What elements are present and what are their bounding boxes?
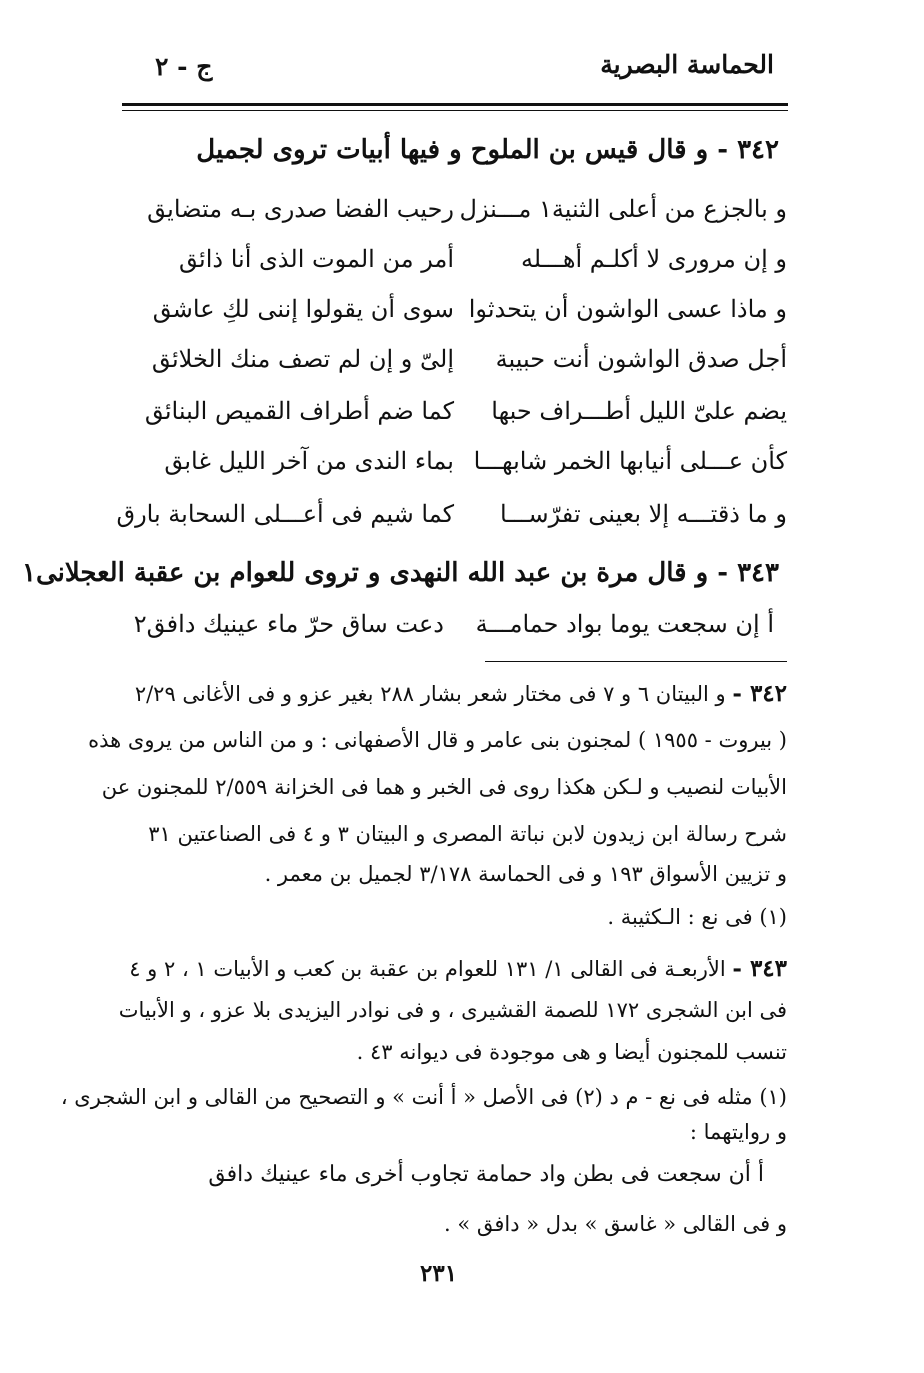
note-343-footnote-line-2: و روايتهما : — [689, 1120, 787, 1144]
note-343-number: ٣٤٣ - — [732, 955, 787, 982]
note-342-line-3: الأبيات لنصيب و لـكن هكذا روى فى الخبر و هما فى الخزانة ٢/٥٥٩ للمجنون عن — [101, 775, 787, 799]
note-342-footnote-1: (١) فى نع : الـكثيبة . — [607, 905, 787, 929]
page-number: ٢٣١ — [420, 1260, 458, 1287]
verse-5-second-hemistich: كما ضم أطراف القميص البنائق — [144, 397, 454, 425]
verse-5-first-hemistich: يضم علىّ الليل أطـــراف حبها — [491, 397, 787, 425]
verse-4-second-hemistich: إلىّ و إن لم تصف منك الخلائق — [151, 345, 454, 373]
note-343-footnote-line-3: و فى القالى « غاسق » بدل « دافق » . — [443, 1212, 787, 1236]
header-rule-thick — [122, 103, 788, 106]
footnote-separator — [485, 661, 787, 662]
running-header-volume: ج - ٢ — [155, 52, 213, 81]
running-header-title: الحماسة البصرية — [600, 50, 774, 79]
verse-2-first-hemistich: و إن مرورى لا أكلـم أهـــله — [520, 245, 787, 273]
poem-343-heading: ٣٤٣ - و قال مرة بن عبد الله النهدى و تروى للعوام بن عقبة العجلانى١ — [21, 558, 779, 588]
note-342-number: ٣٤٢ - — [732, 680, 787, 707]
verse-3-second-hemistich: سوى أن يقولوا إننى لكِ عاشق — [152, 295, 454, 323]
verse-6-first-hemistich: كأن عـــلى أنيابها الخمر شابهـــا — [473, 447, 787, 475]
verse-7-first-hemistich: و ما ذقتـــه إلا بعينى تفرّســـا — [500, 500, 787, 528]
note-342-line-1-text: و البيتان ٦ و ٧ فى مختار شعر بشار ٢٨٨ بغير عزو و فى الأغانى ٢/٢٩ — [134, 682, 726, 706]
note-343-footnote-line-1: (١) مثله فى نع - م د (٢) فى الأصل « أ أنت » و التصحيح من القالى و ابن الشجرى ، — [60, 1085, 787, 1109]
note-342-line-4: شرح رسالة ابن زيدون لابن نباتة المصرى و البيتان ٣ و ٤ فى الصناعتين ٣١ — [148, 822, 787, 846]
note-343-line-2: فى ابن الشجرى ١٧٢ للصمة القشيرى ، و فى نوادر اليزيدى بلا عزو ، و الأبيات — [118, 998, 787, 1022]
note-342-line-2: ( بيروت - ١٩٥٥ ) لمجنون بنى عامر و قال الأصفهانى : و من الناس من يروى هذه — [88, 728, 787, 752]
note-342-line-1 — [135, 680, 787, 707]
note-343-line-1 — [129, 955, 787, 982]
header-rule-thin — [122, 110, 788, 111]
verse-1-second-hemistich: رحيب الفضا صدرى بـه متضايق — [147, 195, 454, 223]
verse-4-first-hemistich: أجل صدق الواشون أنت حبيبة — [495, 345, 787, 373]
verse-2-second-hemistich: أمر من الموت الذى أنا ذائق — [179, 245, 454, 273]
note-342-line-5: و تزيين الأسواق ١٩٣ و فى الحماسة ٣/١٧٨ لجميل بن معمر . — [264, 862, 787, 886]
poem-343-verse-second-hemistich: دعت ساق حرّ ماء عينيك دافق٢ — [133, 610, 444, 638]
verse-6-second-hemistich: بماء الندى من آخر الليل غابق — [164, 447, 454, 475]
verse-3-first-hemistich: و ماذا عسى الواشون أن يتحدثوا — [468, 295, 787, 323]
verse-1-first-hemistich: و بالجزع من أعلى الثنية١ مـــنزل — [459, 195, 787, 223]
verse-7-second-hemistich: كما شيم فى أعـــلى السحابة بارق — [116, 500, 454, 528]
note-343-quoted-verse: أ أن سجعت فى بطن واد حمامة تجاوب أخرى ماء عينيك دافق — [208, 1162, 764, 1187]
poem-343-verse-first-hemistich: أ إن سجعت يوما بواد حمامـــة — [475, 610, 774, 638]
note-343-line-3: تنسب للمجنون أيضا و هى موجودة فى ديوانه ٤٣ . — [356, 1040, 787, 1064]
note-343-line-1-text: الأربعـة فى القالى ١/ ١٣١ للعوام بن عقبة بن كعب و الأبيات ١ ، ٢ و ٤ — [129, 957, 726, 981]
poem-342-heading: ٣٤٢ - و قال قيس بن الملوح و فيها أبيات تروى لجميل — [196, 135, 779, 165]
